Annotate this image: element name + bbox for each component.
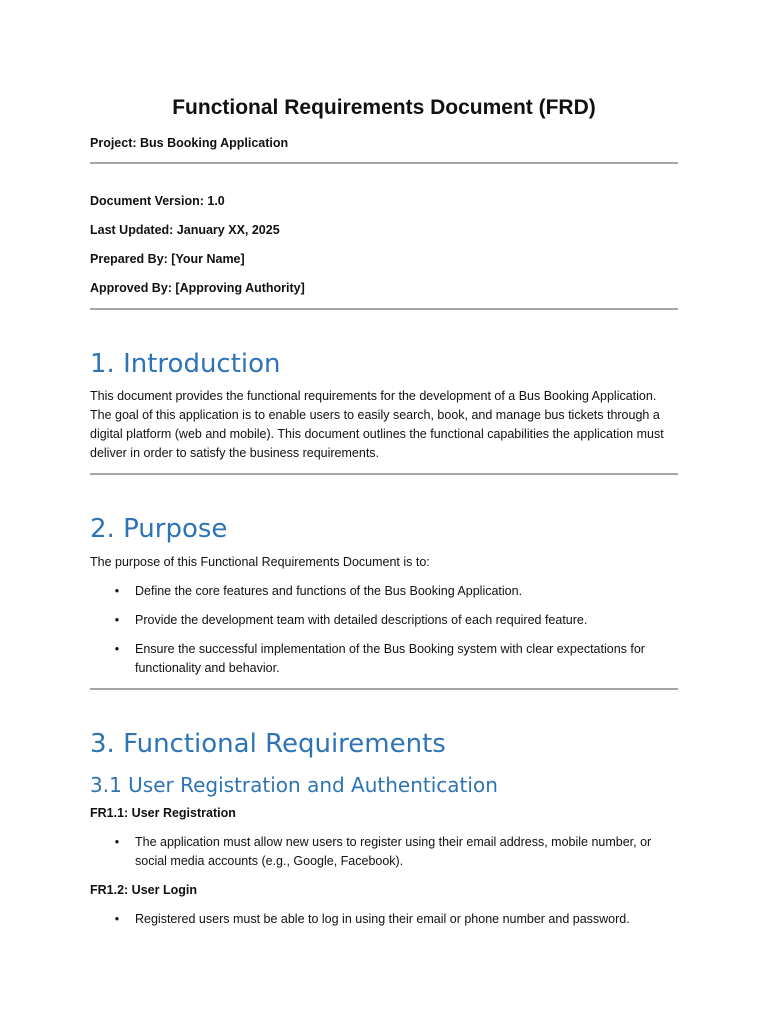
last-updated: Last Updated: January XX, 2025 xyxy=(90,223,280,237)
purpose-lead: The purpose of this Functional Requirements Document is to: xyxy=(90,555,430,569)
divider xyxy=(90,688,678,690)
user-registration-subheading: 3.1 User Registration and Authentication xyxy=(90,773,498,797)
bullet-icon: • xyxy=(114,613,120,627)
approved-by: Approved By: [Approving Authority] xyxy=(90,281,305,295)
list-item-text: Define the core features and functions of the Bus Booking Application. xyxy=(135,584,523,598)
introduction-heading: 1. Introduction xyxy=(90,349,281,379)
prepared-by: Prepared By: [Your Name] xyxy=(90,252,245,266)
fr1-2-label: FR1.2: User Login xyxy=(90,883,197,897)
bullet-icon: • xyxy=(114,912,120,926)
list-item-text: Ensure the successful implementation of the Bus Booking system with clear expectations for functionality and behavior. xyxy=(135,642,645,675)
divider xyxy=(90,162,678,164)
purpose-heading: 2. Purpose xyxy=(90,514,228,544)
list-item-text: Provide the development team with detailed descriptions of each required feature. xyxy=(135,613,588,627)
document-version: Document Version: 1.0 xyxy=(90,194,225,208)
bullet-icon: • xyxy=(114,835,120,849)
bullet-icon: • xyxy=(114,584,120,598)
document-title: Functional Requirements Document (FRD) xyxy=(172,96,596,119)
divider xyxy=(90,473,678,475)
list-item-text: The application must allow new users to register using their email address, mobile number, or social media accounts (e.g., Google, Facebook). xyxy=(135,835,652,868)
introduction-body: This document provides the functional requirements for the development of a Bus Booking Application. The goal of this application is to enable users to easily search, book, and manage bus tickets through a digital platform (web and mobile). This document outlines the functional capabilities the application must deliver in order to satisfy the business requirements. xyxy=(90,389,664,460)
list-item-text: Registered users must be able to log in using their email or phone number and password. xyxy=(135,912,630,926)
functional-requirements-heading: 3. Functional Requirements xyxy=(90,729,446,759)
bullet-icon: • xyxy=(114,642,120,656)
divider xyxy=(90,308,678,310)
fr1-1-label: FR1.1: User Registration xyxy=(90,806,236,820)
project-line: Project: Bus Booking Application xyxy=(90,136,289,150)
